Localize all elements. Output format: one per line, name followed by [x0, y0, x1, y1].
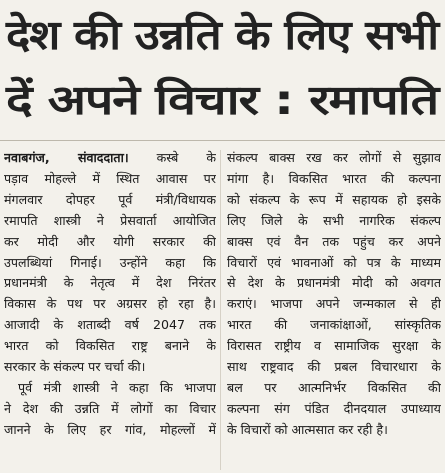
- column-line: से देश के प्रधानमंत्री मोदी को अवगत: [227, 275, 441, 291]
- column-line: जानने के लिए हर गांव, मोहल्लों में: [4, 421, 216, 437]
- column-line: संकल्प बाक्स रख कर लोगों से सुझाव: [227, 150, 441, 165]
- headline-line-1: देश की उन्नति के लिए सभी: [6, 11, 438, 59]
- column-line: कराएं। भाजपा अपने जन्मकाल से ही: [227, 296, 441, 312]
- column-line: सरकार के संकल्प पर चर्चा की।: [4, 359, 146, 375]
- article-column-right: [227, 148, 441, 441]
- column-line: पड़ाव मोहल्ले में स्थित आवास पर: [4, 170, 216, 186]
- column-line: उपलब्धियां गिनाई। उन्होंने कहा कि: [4, 254, 216, 270]
- column-line: विरासत राष्ट्रीय व सामाजिक सुरक्षा के: [227, 338, 441, 354]
- column-line: आजादी के शताब्दी वर्ष 2047 तक: [4, 317, 216, 333]
- column-line: ने देश की उन्नति में लोगों का विचार: [4, 400, 216, 416]
- headline-divider: [0, 140, 445, 141]
- column-line: पूर्व मंत्री शास्त्री ने कहा कि भाजपा: [18, 379, 216, 395]
- headline-line-2: दें अपने विचार : रमापति: [6, 76, 438, 124]
- column-line: कर मोदी और योगी सरकार की: [4, 233, 216, 249]
- column-line: लिए जिले के सभी नागरिक संकल्प: [227, 212, 441, 228]
- column-line: को संकल्प के रूप में सहायक हो इसके: [227, 191, 441, 207]
- column-divider: [220, 150, 221, 470]
- column-line: कल्पना संग पंडित दीनदयाल उपाध्याय: [227, 400, 441, 416]
- column-line: भारत की जनाकांक्षाओं, सांस्कृतिक: [227, 317, 441, 333]
- column-line: बल पर आत्मनिर्भर विकसित की: [227, 379, 441, 395]
- column-line: मंगलवार दोपहर पूर्व मंत्री/विधायक: [4, 191, 216, 207]
- column-line: के विचारों को आत्मसात कर रही है।: [227, 421, 388, 437]
- column-line: विकास के पथ पर अग्रसर हो रहा है।: [4, 296, 216, 312]
- article-column-left: [4, 148, 216, 441]
- column-line: साथ राष्ट्रवाद की प्रबल विचारधारा के: [227, 359, 441, 375]
- column-text: कस्बे के: [156, 150, 216, 165]
- dateline: नवाबगंज, संवाददाता।: [4, 150, 129, 165]
- column-line: प्रधानमंत्री के नेतृत्व में देश निरंतर: [4, 275, 216, 291]
- column-line: भारत को विकसित राष्ट्र बनाने के: [4, 338, 216, 354]
- column-line: विचारों एवं भावनाओं को पत्र के माध्यम: [227, 254, 441, 270]
- column-line: [4, 148, 216, 169]
- column-line: बाक्स एवं वैन तक पहुंच कर अपने: [227, 233, 441, 249]
- column-line: मांगा है। विकसित भारत की कल्पना: [227, 170, 441, 186]
- column-line: रमापति शास्त्री ने प्रेसवार्ता आयोजित: [4, 212, 216, 228]
